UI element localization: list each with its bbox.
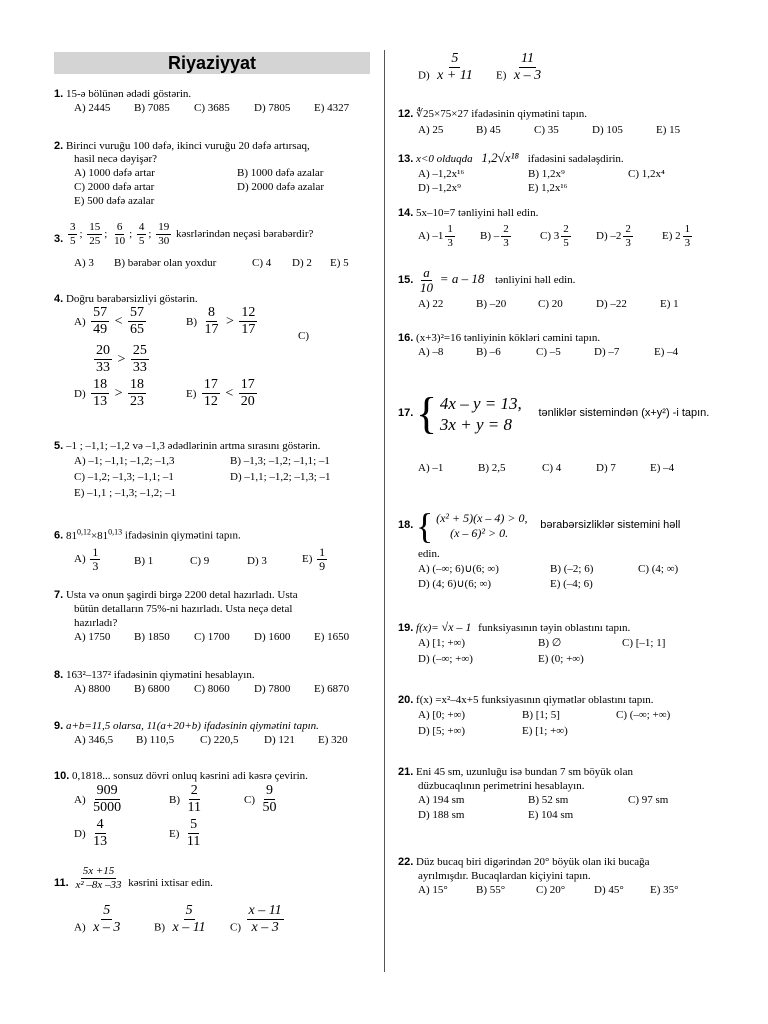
option-a[interactable]: A) 22 — [418, 298, 444, 310]
question-number: 18. — [398, 519, 414, 532]
option-c[interactable]: C) 20° — [536, 884, 566, 896]
option-c[interactable]: C) –5 — [536, 346, 561, 358]
option-b[interactable]: B) 110,5 — [136, 734, 175, 746]
option-d[interactable]: D) –7 — [594, 346, 620, 358]
option-a[interactable]: A) $\frac{1}{3}$ — [74, 545, 99, 573]
question-text: Doğru bərabərsizliyi göstərin. — [65, 293, 198, 305]
option-c[interactable]: C) 9 — [190, 555, 210, 567]
question-1 — [54, 88, 191, 102]
option-e[interactable]: E) 4327 — [314, 102, 350, 114]
question-22 — [398, 856, 650, 870]
question-text-line2: düzbucaqlının perimetrini hesablayın. — [418, 780, 585, 792]
option-a[interactable]: A) 3 — [74, 257, 94, 269]
option-e[interactable]: E) [1; +∞) — [522, 725, 568, 737]
option-b[interactable]: B) –1,3; –1,2; –1,1; –1 — [230, 455, 330, 467]
option-b[interactable]: B) bərabər olan yoxdur — [114, 257, 217, 269]
option-b[interactable]: B) 1000 dəfə azalar — [237, 167, 324, 179]
question-number: 13. — [398, 153, 414, 165]
option-a[interactable]: A) –1 — [418, 462, 444, 474]
question-text: Eni 45 sm, uzunluğu isə bundan 7 sm böyük olan — [416, 766, 633, 778]
question-2 — [54, 140, 310, 154]
question-text: Düz bucaq biri digərindən 20° böyük olan iki bucağa — [416, 856, 650, 868]
option-b[interactable]: B) (–2; 6) — [550, 563, 594, 575]
option-a[interactable]: A) 25 — [418, 124, 444, 136]
math-expression: = a – 18 — [439, 271, 485, 286]
option-d[interactable]: D) 121 — [264, 734, 295, 746]
option-e[interactable]: E) 1 — [660, 298, 679, 310]
option-d[interactable]: D) 2 — [292, 257, 312, 269]
option-b[interactable]: B) –20 — [476, 298, 507, 310]
question-text: f(x) =x²–4x+5 funksiyasının qiymətlər oblastını tapın. — [416, 694, 654, 706]
option-d[interactable]: D) (4; 6)∪(6; ∞) — [418, 578, 492, 590]
question-16 — [398, 332, 600, 346]
option-a[interactable]: A) 15° — [418, 884, 448, 896]
option-e[interactable]: E) –1,1 ; –1,3; –1,2; –1 — [74, 487, 177, 499]
option-d[interactable]: D) –2 $\frac{2}{3}$ — [596, 223, 631, 249]
question-3: 3. $\frac{3}{5}$ ; $\frac{15}{25}$ ; $\frac{6}{10}$ ; $\frac{4}{5}$ ; $\frac{19}{30}$ kəsrlərindən neçəsi bərabərdir? — [54, 221, 314, 247]
question-text: Birinci vuruğu 100 dəfə, ikinci vuruğu 20 dəfə artırsaq, — [65, 140, 310, 152]
option-c-label[interactable]: C) — [298, 330, 309, 342]
question-18 — [398, 504, 680, 548]
option-a[interactable]: A) 194 sm — [418, 794, 465, 806]
option-d[interactable]: D) $\frac{5}{x + 11}$ — [418, 51, 473, 83]
question-number: 22. — [398, 856, 414, 868]
question-text: ifadəsinin qiymətini tapın. — [124, 529, 241, 542]
question-number: 14. — [398, 207, 414, 219]
question-7 — [54, 589, 298, 603]
question-14 — [398, 207, 538, 221]
question-21 — [398, 766, 633, 780]
question-6 — [54, 527, 241, 543]
math-expression: 1,2√x¹⁸ — [481, 150, 519, 165]
math-expression: $81^{0,12}\times 81^{0,13}$ — [65, 527, 123, 542]
option-a[interactable]: A) 8800 — [74, 683, 111, 695]
fraction: $\frac{6}{10}$ — [114, 221, 126, 247]
option-d[interactable]: D) $\frac{18}{13}$ > $\frac{18}{23}$ — [74, 377, 145, 409]
question-text: ifadəsini sadələşdirin. — [527, 153, 624, 165]
question-text: 5x–10=7 tənliyini həll edin. — [416, 207, 539, 219]
option-c[interactable]: C) 4 — [542, 462, 562, 474]
option-b[interactable]: B) [1; 5] — [522, 709, 560, 721]
question-text: –1 ; –1,1; –1,2 və –1,3 ədədlərinin artma sırasını göstərin. — [65, 440, 321, 452]
option-b[interactable]: B) –6 — [476, 346, 501, 358]
option-e[interactable]: E) 104 sm — [528, 809, 574, 821]
option-c[interactable]: C) $\frac{x - 11}{x - 3}$ — [230, 903, 282, 935]
option-a[interactable]: A) 1000 dəfə artar — [74, 167, 155, 179]
option-d[interactable]: D) 3 — [247, 555, 267, 567]
question-number: 17. — [398, 407, 414, 420]
question-number: 21. — [398, 766, 414, 778]
question-number: 1. — [54, 88, 64, 100]
question-number: 10. — [54, 770, 70, 782]
question-number: 6. — [54, 529, 64, 542]
option-b[interactable]: B) $\frac{2}{11}$ — [169, 783, 201, 815]
option-d[interactable]: D) 7805 — [254, 102, 291, 114]
fraction: $\frac{5x +15}{\text{x² –8x –33}}$ — [75, 865, 122, 891]
question-text: bərabərsizliklər sistemini həll — [540, 519, 681, 532]
option-b[interactable]: B) 52 sm — [528, 794, 569, 806]
option-c[interactable]: C) (–∞; +∞) — [616, 709, 671, 721]
option-b[interactable]: B) 1,2x⁹ — [528, 168, 565, 180]
option-d[interactable]: D) $\frac{4}{13}$ — [74, 817, 108, 849]
question-text-line2: hasil necə dəyişər? — [74, 153, 158, 165]
option-b[interactable]: B) ∅ — [538, 637, 562, 649]
option-e[interactable]: E) (–4; 6) — [550, 578, 593, 590]
question-12 — [398, 108, 587, 122]
question-13 — [398, 150, 624, 167]
question-number: 16. — [398, 332, 414, 344]
option-a[interactable]: A) $\frac{5}{x - 3}$ — [74, 903, 121, 935]
question-text: 0,1818... sonsuz dövri onluq kəsrini adi kəsrə çevirin. — [72, 770, 308, 782]
option-d[interactable]: D) 1600 — [254, 631, 291, 643]
question-11 — [54, 866, 213, 891]
option-d[interactable]: D) 2000 dəfə azalar — [237, 181, 325, 193]
option-a[interactable]: A) –1,2x¹⁶ — [418, 168, 465, 180]
equation-system: 4x – y = 13, 3x + y = 8 — [439, 393, 522, 434]
option-b[interactable]: B) 6800 — [134, 683, 170, 695]
option-e[interactable]: E) $\frac{1}{9}$ — [302, 545, 326, 573]
math-expression: ∜25×75×27 — [416, 108, 469, 120]
option-e[interactable]: E) $\frac{11}{x - 3}$ — [496, 51, 542, 83]
option-e[interactable]: E) $\frac{17}{12}$ < $\frac{17}{20}$ — [186, 377, 255, 409]
question-text: tənliklər sistemindən (x+y²) -i tapın. — [538, 407, 710, 420]
option-c[interactable]: C) 35 — [534, 124, 559, 136]
option-e[interactable]: E) $\frac{5}{11}$ — [169, 817, 201, 849]
question-text: 163²–137² ifadəsinin qiymətini hesablayın. — [65, 669, 255, 681]
question-text-line3: hazırladı? — [74, 617, 118, 629]
option-a[interactable]: A) $\frac{909}{5000}$ — [74, 783, 122, 815]
option-e[interactable]: E) (0; +∞) — [538, 653, 584, 665]
option-e[interactable]: E) 500 dəfə azalar — [74, 195, 155, 207]
option-a[interactable]: A) [0; +∞) — [418, 709, 466, 721]
option-d[interactable]: D) –22 — [596, 298, 627, 310]
option-e[interactable]: E) 320 — [318, 734, 348, 746]
option-e[interactable]: E) 1,2x¹⁶ — [528, 182, 568, 194]
option-d[interactable]: D) –1,2x⁹ — [418, 182, 461, 194]
option-c[interactable]: C) 8060 — [194, 683, 230, 695]
fraction: $\frac{4}{5}$ — [138, 221, 145, 247]
option-c[interactable]: C) –1,2; –1,3; –1,1; –1 — [74, 471, 174, 483]
option-a[interactable]: A) 1750 — [74, 631, 111, 643]
question-number: 4. — [54, 293, 64, 305]
option-d[interactable]: D) (–∞; +∞) — [418, 653, 473, 665]
question-8 — [54, 669, 255, 683]
option-e[interactable]: E) 35° — [650, 884, 679, 896]
option-c[interactable]: C) 2000 dəfə artar — [74, 181, 155, 193]
brace-icon: { — [416, 389, 438, 438]
question-number: 11. — [54, 876, 69, 889]
math-expression: √x – 1 — [441, 620, 472, 634]
option-e[interactable]: E) 6870 — [314, 683, 350, 695]
question-4 — [54, 293, 198, 307]
option-a[interactable]: A) 346,5 — [74, 734, 114, 746]
fraction: $\frac{3}{5}$ — [69, 221, 76, 247]
question-text: Usta və onun şagirdi birgə 2200 detal hazırladı. Usta — [65, 589, 298, 601]
option-b[interactable]: B) 2,5 — [478, 462, 506, 474]
option-e[interactable]: E) 1650 — [314, 631, 350, 643]
question-text: ifadəsinin qiymətini tapın. — [471, 108, 588, 120]
option-c[interactable]: C) [–1; 1] — [622, 637, 666, 649]
option-a[interactable]: A) $\frac{57}{49}$ < $\frac{57}{65}$ — [74, 305, 145, 337]
question-pre: f(x)= — [416, 622, 439, 634]
option-c[interactable]: C) 3 $\frac{2}{5}$ — [540, 223, 569, 249]
option-c[interactable]: C) 1,2x⁴ — [628, 168, 665, 180]
option-c[interactable]: C) (4; ∞) — [638, 563, 679, 575]
question-20 — [398, 694, 654, 708]
option-a[interactable]: A) (–∞; 6)∪(6; ∞) — [418, 563, 499, 575]
brace-icon: { — [416, 506, 434, 546]
option-b[interactable]: B) 7085 — [134, 102, 170, 114]
option-d[interactable]: D) 7800 — [254, 683, 291, 695]
question-17 — [398, 389, 710, 438]
option-a[interactable]: A) [1; +∞) — [418, 637, 466, 649]
option-b[interactable]: B) 1 — [134, 555, 154, 567]
option-a[interactable]: A) –8 — [418, 346, 444, 358]
question-text-line2: ayrılmışdır. Bucaqlardan kiçiyini tapın. — [418, 870, 591, 882]
question-text-line2: bütün detalların 75%-ni hazırladı. Usta neçə detal — [74, 603, 293, 615]
option-d[interactable]: D) [5; +∞) — [418, 725, 466, 737]
question-number: 2. — [54, 140, 64, 152]
question-pre: x<0 olduqda — [416, 153, 473, 165]
question-number: 7. — [54, 589, 64, 601]
option-d[interactable]: D) 45° — [594, 884, 624, 896]
option-d[interactable]: D) –1,1; –1,2; –1,3; –1 — [230, 471, 331, 483]
inequality-system: (x² + 5)(x – 4) > 0, (x – 6)² > 0. — [436, 511, 528, 540]
option-b[interactable]: B) 55° — [476, 884, 506, 896]
option-b[interactable]: B) – $\frac{2}{3}$ — [480, 223, 509, 249]
option-a[interactable]: A) –1; –1,1; –1,2; –1,3 — [74, 455, 175, 467]
question-number: 19. — [398, 622, 414, 634]
question-text: 15-ə bölünən ədədi göstərin. — [65, 88, 192, 100]
option-d[interactable]: D) 7 — [596, 462, 616, 474]
page-title: Riyaziyyat — [54, 52, 370, 74]
option-a[interactable]: A) –1 $\frac{1}{3}$ — [418, 223, 453, 249]
question-number: 5. — [54, 440, 64, 452]
option-b[interactable]: B) 1850 — [134, 631, 170, 643]
option-c[interactable]: C) 20 — [538, 298, 563, 310]
option-e[interactable]: E) 2 $\frac{1}{3}$ — [662, 223, 691, 249]
question-text: funksiyasının təyin oblastını tapın. — [478, 622, 631, 634]
question-15: 15. $\frac{a}{10}$ = a – 18 tənliyini həll edin. — [398, 265, 576, 295]
option-e[interactable]: E) 15 — [656, 124, 681, 136]
question-number: 9. — [54, 720, 64, 732]
option-c[interactable]: C) 220,5 — [200, 734, 239, 746]
option-c[interactable]: C) 3685 — [194, 102, 230, 114]
question-text: kəsrlərindən neçəsi bərabərdir? — [175, 227, 314, 240]
question-number: 8. — [54, 669, 64, 681]
question-number: 3. — [54, 232, 64, 245]
question-9 — [54, 720, 319, 734]
question-number: 20. — [398, 694, 414, 706]
question-number: 12. — [398, 108, 414, 120]
option-e[interactable]: E) –4 — [650, 462, 675, 474]
fraction: $\frac{15}{25}$ — [89, 221, 101, 247]
question-5 — [54, 440, 320, 454]
option-c[interactable]: C) $\frac{9}{50}$ — [244, 783, 277, 815]
option-c[interactable]: C) 97 sm — [628, 794, 669, 806]
option-e[interactable]: E) 5 — [330, 257, 349, 269]
question-text: kəsrini ixtisar edin. — [128, 876, 213, 889]
option-c[interactable]: C) 4 — [252, 257, 272, 269]
question-19 — [398, 620, 630, 636]
question-number: 15. — [398, 274, 414, 286]
option-c[interactable]: C) 1700 — [194, 631, 230, 643]
column-divider — [384, 50, 385, 972]
question-text: a+b=11,5 olarsa, 11(a+20+b) ifadəsinin qiymətini tapın. — [65, 720, 319, 732]
option-d[interactable]: D) 188 sm — [418, 809, 465, 821]
option-c[interactable]: $\frac{20}{33}$ > $\frac{25}{33}$ — [96, 343, 147, 375]
option-b[interactable]: B) $\frac{8}{17}$ > $\frac{12}{17}$ — [186, 305, 256, 337]
fraction: $\frac{19}{30}$ — [158, 221, 170, 247]
option-b[interactable]: B) $\frac{5}{x - 11}$ — [154, 903, 206, 935]
question-text: tənliyini həll edin. — [495, 274, 576, 286]
option-d[interactable]: D) 105 — [592, 124, 623, 136]
option-a[interactable]: A) 2445 — [74, 102, 111, 114]
question-10 — [54, 770, 308, 784]
option-e[interactable]: E) –4 — [654, 346, 679, 358]
question-text: (x+3)²=16 tənliyinin kökləri cəmini tapın. — [416, 332, 601, 344]
option-b[interactable]: B) 45 — [476, 124, 501, 136]
question-text-line2: edin. — [418, 548, 440, 560]
